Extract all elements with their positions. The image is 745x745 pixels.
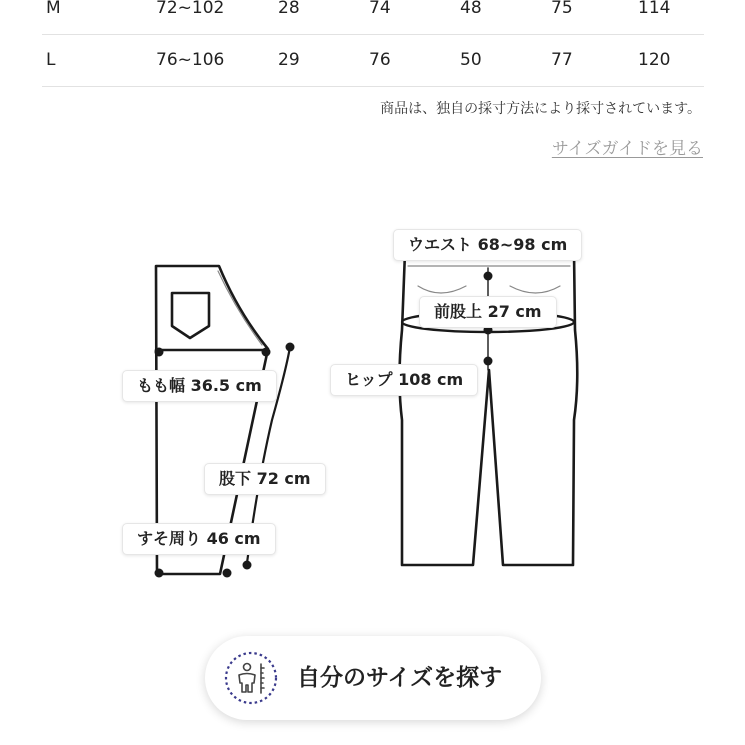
waist-dot	[484, 272, 493, 281]
table-cell: 72~102	[156, 0, 225, 18]
table-cell: 50	[460, 50, 482, 70]
table-cell: 48	[460, 0, 482, 18]
inseam-start-dot	[286, 343, 295, 352]
table-cell: 29	[278, 50, 300, 70]
inseam-end-dot	[243, 561, 252, 570]
hip-dot	[484, 357, 493, 366]
table-cell: 77	[551, 50, 573, 70]
hip-label: ヒップ 108 cm	[330, 364, 478, 396]
table-cell: 76~106	[156, 50, 225, 70]
inseam-label: 股下 72 cm	[204, 463, 326, 495]
table-cell: 28	[278, 0, 300, 18]
table-cell: 76	[369, 50, 391, 70]
table-cell: 120	[638, 50, 671, 70]
front-rise-label: 前股上 27 cm	[419, 296, 557, 328]
thigh-label: もも幅 36.5 cm	[122, 370, 277, 402]
hem-start-dot	[155, 569, 164, 578]
body-measure-icon	[223, 650, 279, 706]
table-cell: 75	[551, 0, 573, 18]
hem-label: すそ周り 46 cm	[122, 523, 276, 555]
find-my-size-button[interactable]	[205, 636, 541, 720]
hem-end-dot	[223, 569, 232, 578]
size-label: L	[46, 50, 56, 70]
size-label: M	[46, 0, 61, 18]
measurement-note: 商品は、独自の採寸方法により採寸されています。	[380, 101, 701, 117]
table-cell: 74	[369, 0, 391, 18]
size-guide-link[interactable]: サイズガイドを見る	[551, 139, 703, 159]
table-cell: 114	[638, 0, 671, 18]
thigh-end-dot	[262, 348, 271, 357]
waist-label: ウエスト 68~98 cm	[393, 229, 582, 261]
find-my-size-label: 自分のサイズを探す	[297, 665, 503, 691]
thigh-start-dot	[155, 348, 164, 357]
